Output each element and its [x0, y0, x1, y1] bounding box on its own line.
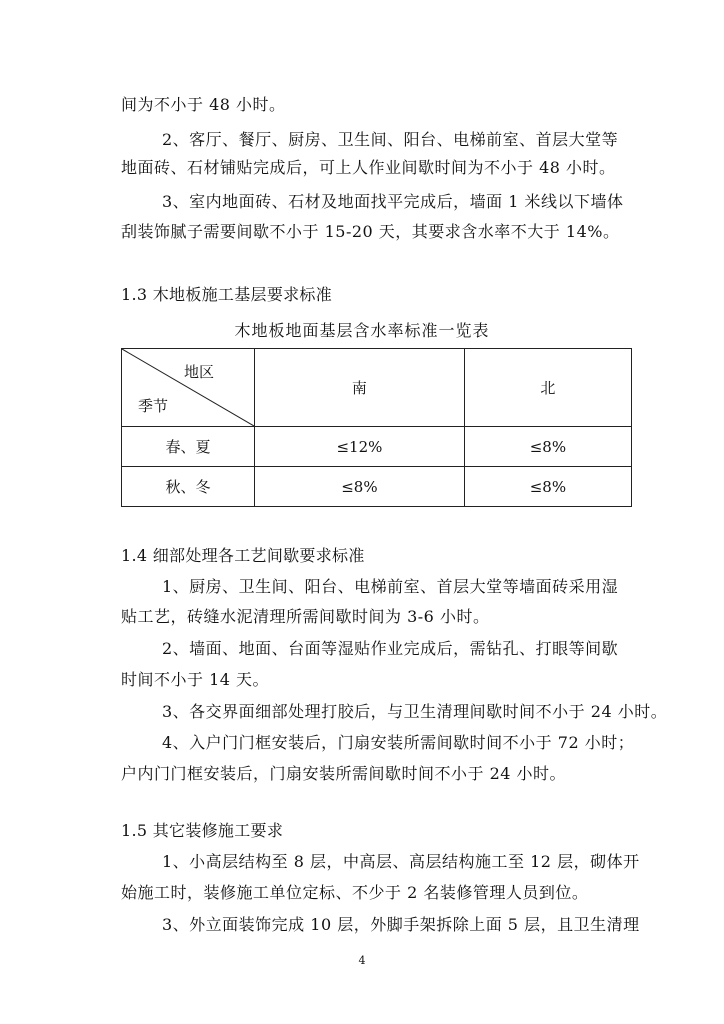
table-caption: 木地板地面基层含水率标准一览表	[234, 321, 490, 340]
table-cell: ≤8%	[464, 427, 631, 467]
corner-label-season: 季节	[138, 397, 169, 415]
paragraph-line: 2、客厅、餐厅、厨房、卫生间、阳台、电梯前室、首层大堂等	[162, 130, 619, 149]
table-row	[122, 467, 632, 507]
paragraph-line: 2、墙面、地面、台面等湿贴作业完成后，需钻孔、打眼等间歇	[162, 639, 619, 658]
row-label: 秋、冬	[122, 467, 255, 507]
paragraph-line: 时间不小于 14 天。	[121, 670, 270, 689]
page-number: 4	[358, 954, 366, 967]
corner-label-region: 地区	[183, 363, 214, 381]
paragraph-line: 4、入户门门框安装后，门扇安装所需间歇时间不小于 72 小时；	[162, 733, 635, 752]
table-corner-cell	[122, 349, 255, 427]
table-row	[122, 427, 632, 467]
paragraph-line: 地面砖、石材铺贴完成后，可上人作业间歇时间为不小于 48 小时。	[121, 158, 616, 177]
section-heading-1-4: 1.4 细部处理各工艺间歇要求标准	[121, 546, 365, 565]
table-cell: ≤8%	[255, 467, 465, 507]
paragraph-line: 1、小高层结构至 8 层，中高层、高层结构施工至 12 层，砌体开	[162, 852, 640, 871]
paragraph-line: 1、厨房、卫生间、阳台、电梯前室、首层大堂等墙面砖采用湿	[162, 577, 619, 596]
paragraph-line: 户内门门框安装后，门扇安装所需间歇时间不小于 24 小时。	[121, 764, 567, 783]
paragraph-line: 贴工艺，砖缝水泥清理所需间歇时间为 3-6 小时。	[121, 607, 490, 626]
section-heading-1-5: 1.5 其它装修施工要求	[121, 821, 284, 840]
moisture-table	[121, 348, 632, 507]
paragraph-line: 始施工时，装修施工单位定标、不少于 2 名装修管理人员到位。	[121, 883, 589, 902]
column-header-south: 南	[255, 349, 465, 427]
table-cell: ≤8%	[464, 467, 631, 507]
paragraph-line: 3、室内地面砖、石材及地面找平完成后，墙面 1 米线以下墙体	[162, 192, 624, 211]
table-cell: ≤12%	[255, 427, 465, 467]
paragraph-line: 3、各交界面细部处理打胶后，与卫生清理间歇时间不小于 24 小时。	[162, 702, 668, 721]
paragraph-line: 刮装饰腻子需要间歇不小于 15-20 天，其要求含水率不大于 14%。	[121, 222, 620, 241]
paragraph-line: 间为不小于 48 小时。	[121, 95, 286, 114]
column-header-north: 北	[464, 349, 631, 427]
paragraph-line: 3、外立面装饰完成 10 层，外脚手架拆除上面 5 层，且卫生清理	[162, 915, 640, 934]
row-label: 春、夏	[122, 427, 255, 467]
section-heading-1-3: 1.3 木地板施工基层要求标准	[121, 285, 333, 304]
